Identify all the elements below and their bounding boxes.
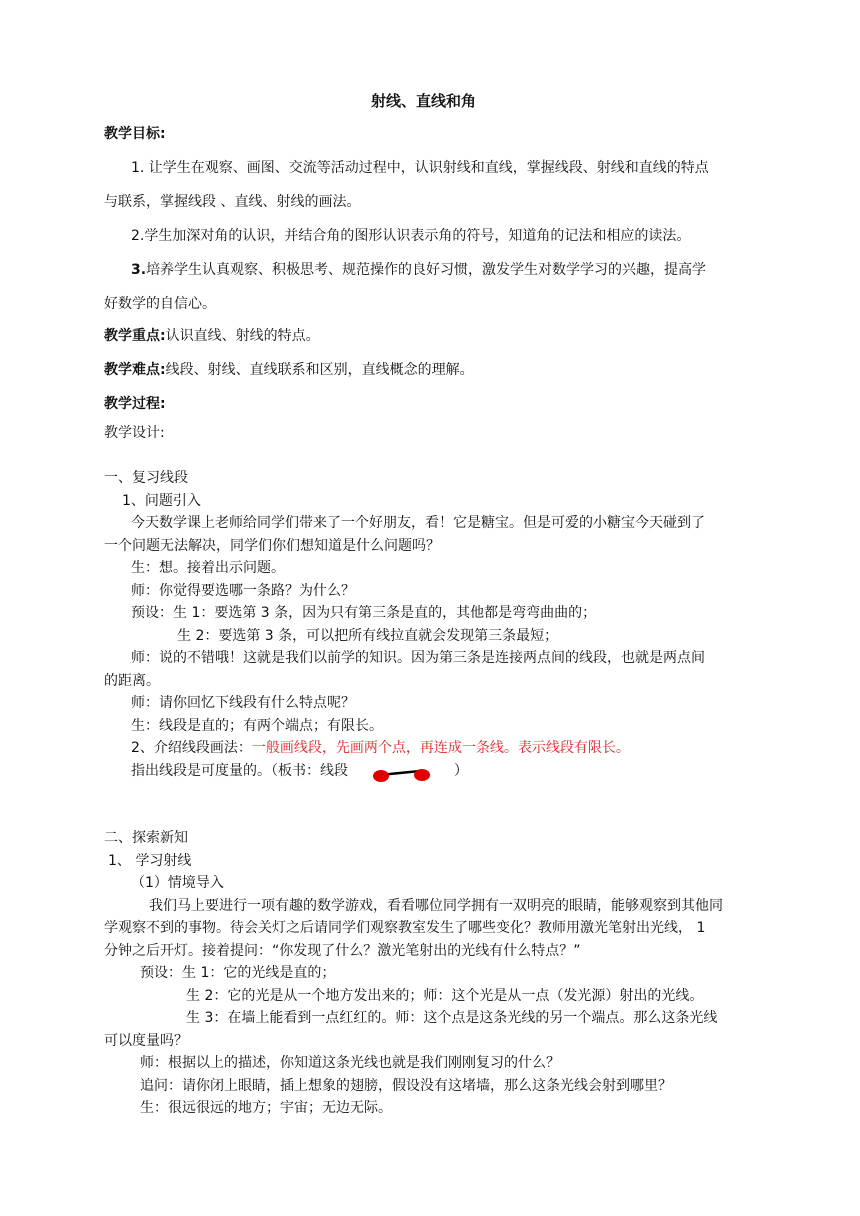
- section-1-1-heading: 1、问题引入: [122, 493, 201, 509]
- para-11-line-1: 我们马上要进行一项有趣的数学游戏，看看哪位同学拥有一双明亮的眼睛，能够观察到其他同: [149, 898, 723, 914]
- para-7: 师：请你回忆下线段有什么特点呢？: [131, 695, 355, 711]
- key-point-text: 认识直线、射线的特点。: [165, 328, 320, 344]
- para-2: 生：想。接着出示问题。: [131, 560, 285, 576]
- para-4: 预设：生 1：要选第 3 条，因为只有第三条是直的，其他都是弯弯曲曲的；: [131, 605, 597, 621]
- para-6-line-1: 师：说的不错哦！这就是我们以前学的知识。因为第三条是连接两点间的线段，也就是两点间: [131, 650, 705, 666]
- segment-endpoint-right: [414, 769, 430, 781]
- para-12: 预设：生 1：它的光线是直的；: [140, 965, 336, 981]
- para-9-emphasis: 一般画线段，先画两个点，再连成一条线。表示线段有限长。: [251, 740, 630, 756]
- doc-title: 射线、直线和角: [371, 92, 477, 110]
- section-1-heading: 一、复习线段: [104, 470, 188, 486]
- para-10: 指出线段是可度量的。（板书：线段: [131, 763, 348, 779]
- para-9-label: 2、介绍线段画法：: [131, 740, 252, 756]
- para-3: 师：你觉得要选哪一条路？为什么？: [131, 583, 355, 599]
- para-1-line-2: 一个问题无法解决，同学们你们想知道是什么问题吗？: [104, 538, 440, 554]
- goal-3-line-1: [131, 260, 706, 280]
- para-14-line-1: 生 3：在墙上能看到一点红红的。师：这个点是这条光线的另一个端点。那么这条光线: [186, 1010, 718, 1026]
- goal-1-line-1: 1. 让学生在观察、画图、交流等活动过程中，认识射线和直线，掌握线段、射线和直线的特点: [131, 160, 709, 176]
- difficult-point: [104, 360, 474, 380]
- para-9: [131, 738, 630, 758]
- goal-1-line-2: 与联系，掌握线段 、直线、射线的画法。: [104, 194, 361, 210]
- para-17: 生：很远很远的地方；宇宙；无边无际。: [140, 1100, 392, 1116]
- key-point: [104, 326, 320, 346]
- para-15: 师：根据以上的描述，你知道这条光线也就是我们刚刚复习的什么？: [140, 1055, 560, 1071]
- goal-3-line-2: 好数学的自信心。: [104, 296, 216, 312]
- para-11-line-3: 分钟之后开灯。接着提问：“你发现了什么？激光笔射出的光线有什么特点？”: [104, 943, 581, 959]
- difficult-point-text: 线段、射线、直线联系和区别，直线概念的理解。: [165, 362, 474, 378]
- goal-2: 2.学生加深对角的认识，并结合角的图形认识表示角的符号，知道角的记法和相应的读法。: [131, 228, 691, 244]
- line-segment-figure: [372, 763, 432, 785]
- goal-3-number: 3.: [131, 262, 147, 278]
- para-5: 生 2：要选第 3 条，可以把所有线拉直就会发现第三条最短；: [177, 628, 559, 644]
- para-11-line-2: 学观察不到的事物。待会关灯之后请同学们观察教室发生了哪些变化？教师用激光笔射出光线， 1: [104, 920, 706, 936]
- section-2-1-heading: 1、 学习射线: [108, 853, 192, 869]
- design-label: 教学设计:: [104, 425, 165, 441]
- para-13: 生 2：它的光是从一个地方发出来的；师：这个光是从一点（发光源）射出的光线。: [186, 988, 704, 1004]
- section-2-1-1-heading: （1）情境导入: [131, 875, 224, 891]
- para-14-line-2: 可以度量吗？: [104, 1033, 188, 1049]
- para-8: 生：线段是直的；有两个端点；有限长。: [131, 718, 383, 734]
- para-16: 追问：请你闭上眼睛，插上想象的翅膀，假设没有这堵墙，那么这条光线会射到哪里？: [140, 1078, 672, 1094]
- para-1-line-1: 今天数学课上老师给同学们带来了一个好朋友，看！它是糖宝。但是可爱的小糖宝今天碰到了: [131, 515, 705, 531]
- key-point-label: 教学重点:: [104, 328, 166, 344]
- goals-heading: 教学目标:: [104, 126, 166, 142]
- para-10-close: ）: [454, 763, 468, 779]
- section-2-heading: 二、探索新知: [104, 830, 188, 846]
- segment-endpoint-left: [373, 770, 389, 782]
- difficult-point-label: 教学难点:: [104, 362, 166, 378]
- goal-3-text: 培养学生认真观察、积极思考、规范操作的良好习惯，激发学生对数学学习的兴趣，提高学: [146, 262, 707, 278]
- para-6-line-2: 的距离。: [104, 673, 160, 689]
- process-heading: 教学过程:: [104, 396, 166, 412]
